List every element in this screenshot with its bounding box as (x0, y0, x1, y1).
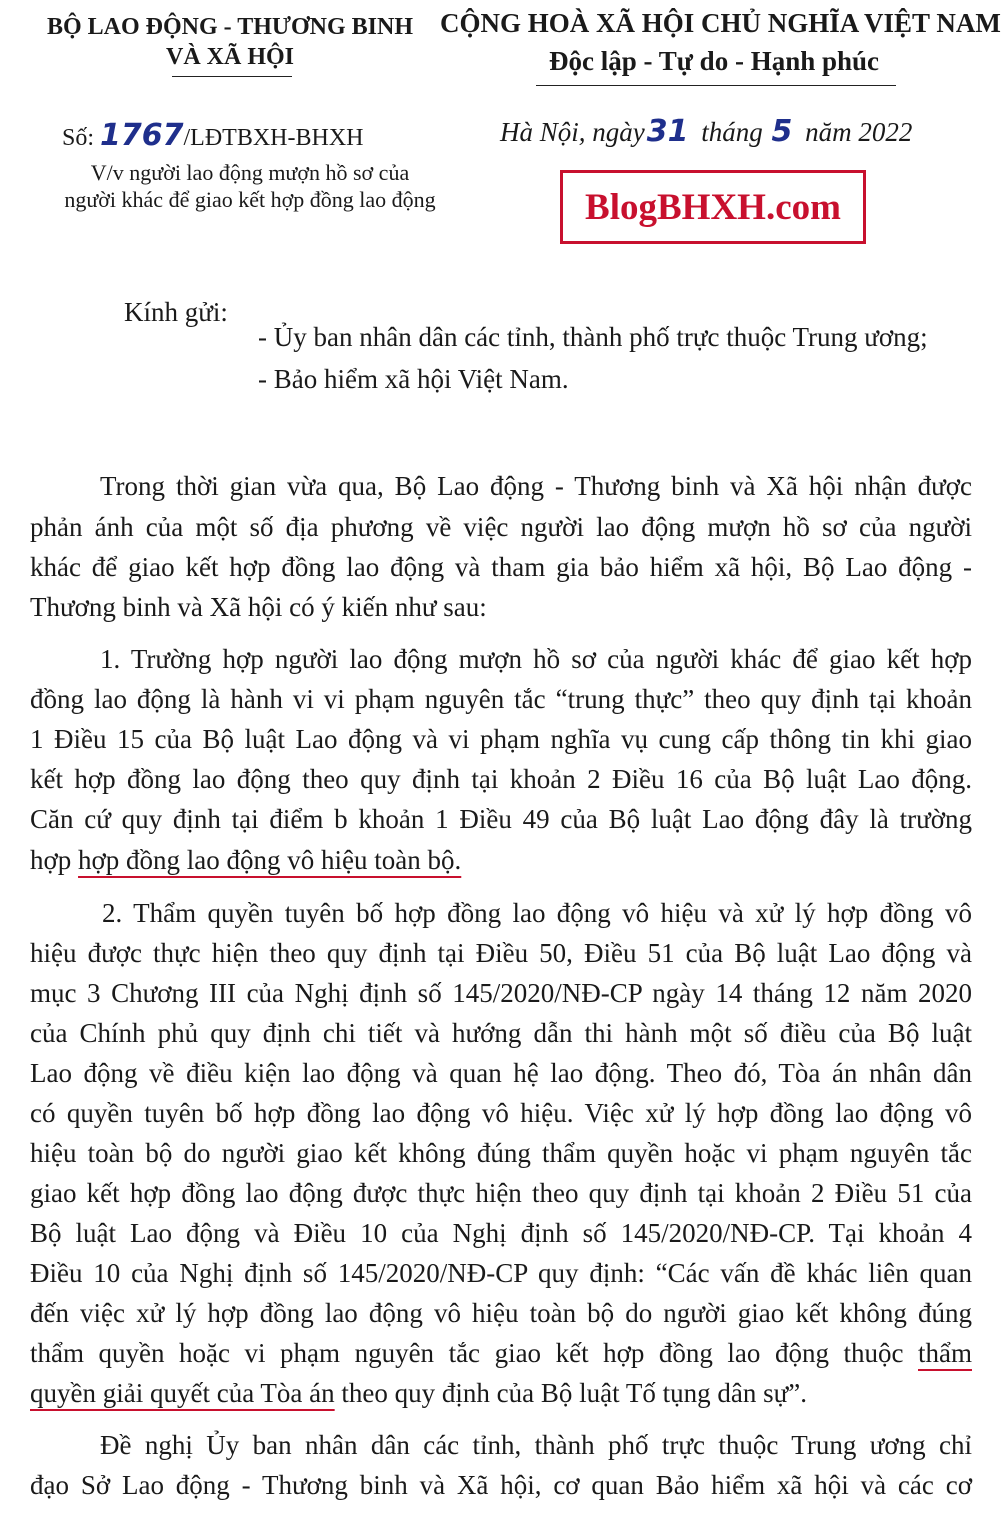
agency-underline-divider (172, 76, 292, 77)
subject-line-1: V/v người lao động mượn hồ sơ của (90, 160, 410, 185)
nation-title: CỘNG HOÀ XÃ HỘI CHỦ NGHĨA VIỆT NAM (440, 8, 1001, 38)
body-line: Bộ luật Lao động và Điều 10 của Nghị định số 145/2020/NĐ-CP. Tại khoản 4 (30, 1218, 972, 1248)
issuing-agency-line1: BỘ LAO ĐỘNG - THƯƠNG BINH (46, 14, 414, 40)
document-number-suffix: /LĐTBXH-BHXH (183, 125, 364, 151)
body-line (30, 840, 972, 880)
body-line: 1 Điều 15 của Bộ luật Lao động và vi phạm nghĩa vụ cung cấp thông tin khi giao (30, 724, 972, 754)
subject-line-2: người khác để giao kết hợp đồng lao động (64, 187, 436, 212)
watermark-text: BlogBHXH.com (585, 186, 841, 228)
watermark-box (560, 170, 866, 244)
body-line: đạo Sở Lao động - Thương binh và Xã hội, cơ quan Bảo hiểm xã hội và các cơ (30, 1470, 972, 1500)
body-line: Thương binh và Xã hội có ý kiến như sau: (30, 592, 487, 622)
body-line: 1. Trường hợp người lao động mượn hồ sơ của người khác để giao kết hợp (100, 644, 972, 674)
body-text: theo quy định của Bộ luật Tố tụng dân sự”. (334, 1378, 807, 1408)
recipient-item: - Ủy ban nhân dân các tỉnh, thành phố trực thuộc Trung ương; (258, 322, 928, 352)
body-line: Đề nghị Ủy ban nhân dân các tỉnh, thành phố trực thuộc Trung ương chỉ (100, 1430, 972, 1460)
date-year: năm 2022 (805, 117, 913, 147)
body-line: của Chính phủ quy định chi tiết và hướng dẫn thi hành một số điều của Bộ luật (30, 1018, 972, 1048)
document-number (62, 118, 364, 153)
body-line: Căn cứ quy định tại điểm b khoản 1 Điều 49 của Bộ luật Lao động đây là trường (30, 804, 972, 834)
document-number-handwritten: 1767 (100, 118, 184, 153)
body-line: hiệu được thực hiện theo quy định tại Điều 50, Điều 51 của Bộ luật Lao động và (30, 938, 972, 968)
highlighted-phrase: quyền giải quyết của Tòa án (30, 1378, 335, 1408)
document-date (500, 114, 912, 149)
body-line: đến việc xử lý hợp đồng lao động vô hiệu toàn bộ do người giao kết không đúng (30, 1298, 972, 1328)
body-line: có quyền tuyên bố hợp đồng lao động vô hiệu. Việc xử lý hợp đồng lao động vô (30, 1098, 972, 1128)
body-line: Điều 10 của Nghị định số 145/2020/NĐ-CP quy định: “Các vấn đề khác liên quan (30, 1258, 972, 1288)
body-line: Lao động về điều kiện lao động và quan hệ lao động. Theo đó, Tòa án nhân dân (30, 1058, 972, 1088)
date-month-handwritten: 5 (771, 114, 793, 149)
recipient-item: - Bảo hiểm xã hội Việt Nam. (258, 364, 569, 394)
motto-underline-divider (536, 85, 896, 86)
body-line: hiệu toàn bộ do người giao kết không đúng thẩm quyền hoặc vi phạm nguyên tắc (30, 1138, 972, 1168)
highlighted-phrase: hợp đồng lao động vô hiệu toàn bộ. (78, 845, 462, 875)
body-line: mục 3 Chương III của Nghị định số 145/2020/NĐ-CP ngày 14 tháng 12 năm 2020 (30, 978, 972, 1008)
date-day-handwritten: 31 (646, 114, 689, 149)
body-line (30, 1333, 972, 1373)
document-number-label: Số: (62, 125, 95, 151)
nation-motto: Độc lập - Tự do - Hạnh phúc (548, 46, 880, 76)
body-line: giao kết hợp đồng lao động được thực hiện theo quy định tại khoản 2 Điều 51 của (30, 1178, 972, 1208)
issuing-agency-line2: VÀ XÃ HỘI (165, 44, 294, 70)
date-prefix: Hà Nội, ngày (500, 117, 645, 147)
date-month-label: tháng (701, 117, 763, 147)
body-line: kết hợp đồng lao động theo quy định tại khoản 2 Điều 16 của Bộ luật Lao động. (30, 764, 972, 794)
body-line (30, 1373, 972, 1413)
body-text: thẩm quyền hoặc vi phạm nguyên tắc giao kết hợp đồng lao động thuộc (30, 1338, 918, 1368)
body-text: hợp (30, 845, 79, 875)
recipients-label: Kính gửi: (124, 297, 228, 327)
body-line: khác để giao kết hợp đồng lao động và tham gia bảo hiểm xã hội, Bộ Lao động - (30, 552, 972, 582)
body-line: phản ánh của một số địa phương về việc người lao động mượn hồ sơ của người (30, 512, 972, 542)
body-line: đồng lao động là hành vi vi phạm nguyên tắc “trung thực” theo quy định tại khoản (30, 684, 972, 714)
body-line: Trong thời gian vừa qua, Bộ Lao động - Thương binh và Xã hội nhận được (100, 471, 972, 501)
body-line: 2. Thẩm quyền tuyên bố hợp đồng lao động vô hiệu và xử lý hợp đồng vô (102, 898, 972, 928)
highlighted-phrase: thẩm (918, 1338, 972, 1368)
